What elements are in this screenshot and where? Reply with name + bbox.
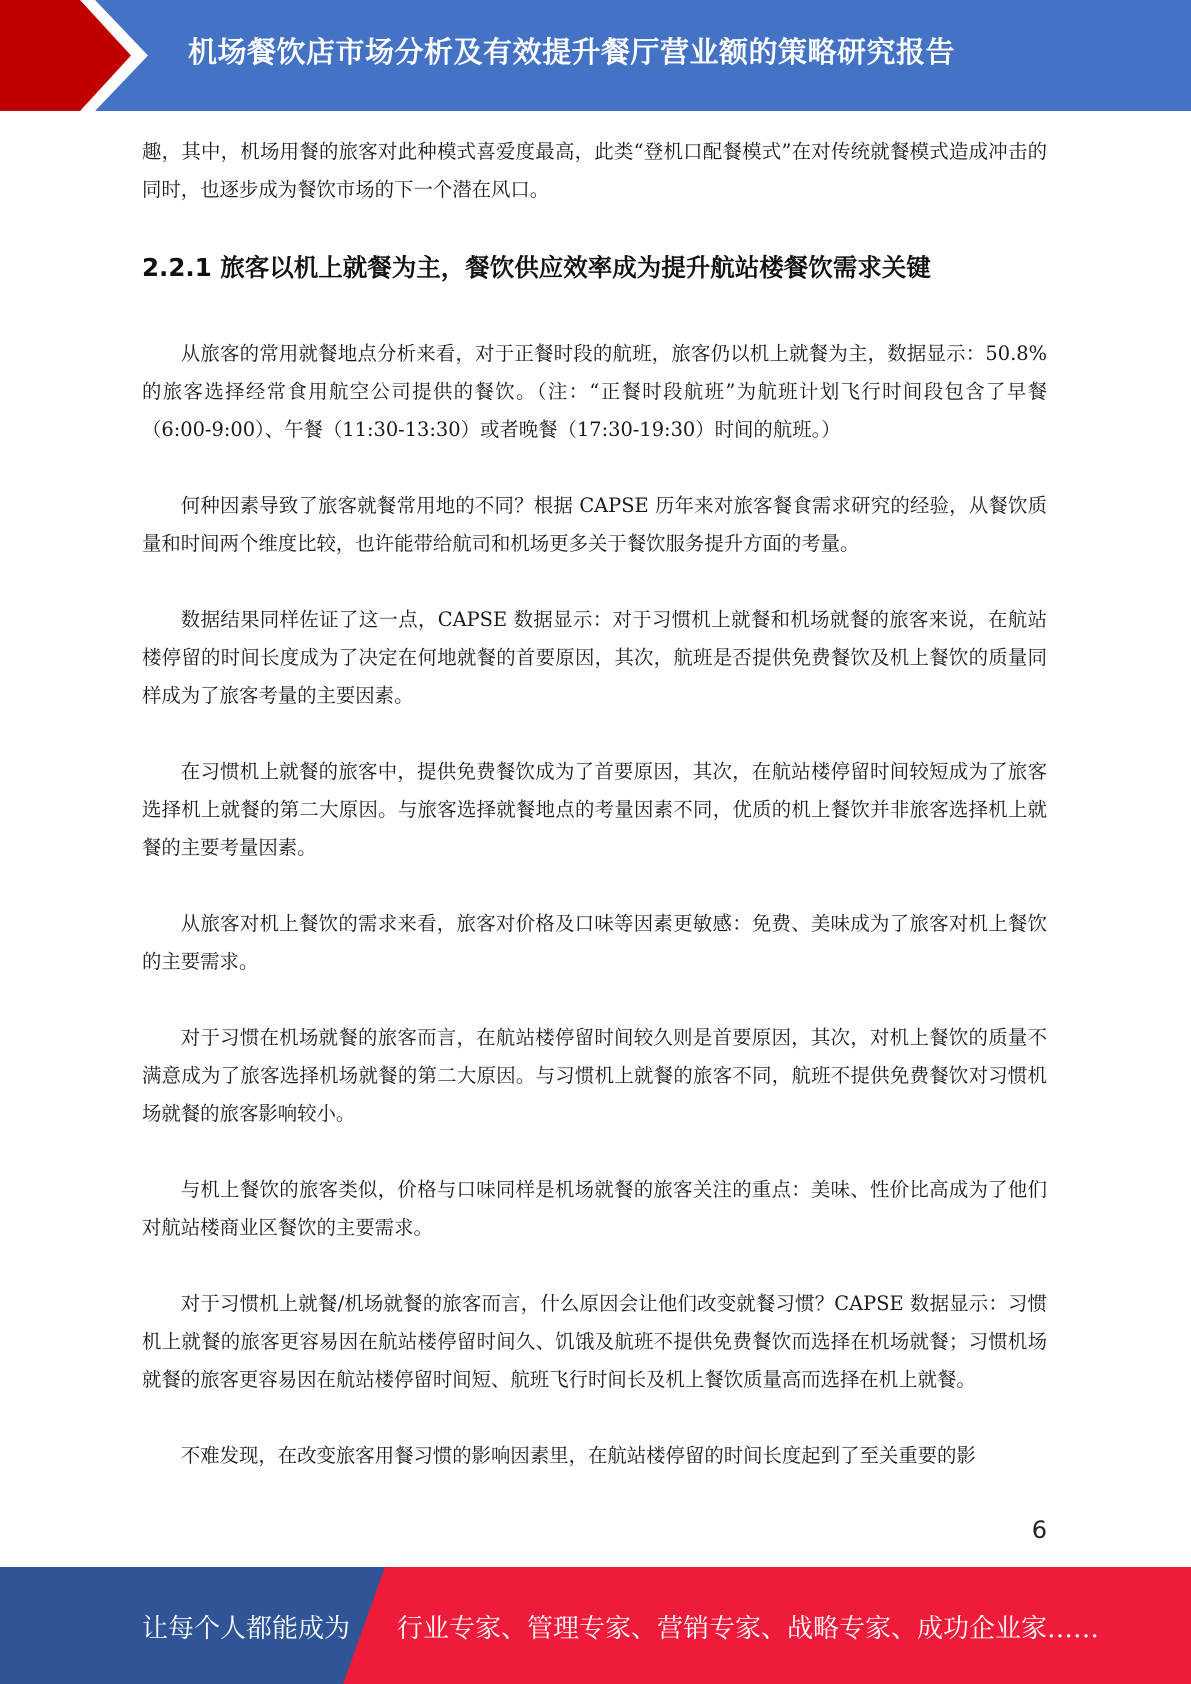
footer-slogan-right: 行业专家、管理专家、营销专家、战略专家、成功企业家…… — [397, 1614, 1100, 1644]
header-arrow-decoration — [0, 0, 160, 111]
footer-slogan-left: 让每个人都能成为 — [142, 1614, 351, 1644]
intro-paragraph: 趣，其中，机场用餐的旅客对此种模式喜爱度最高，此类“登机口配餐模式”在对传统就餐模式造成冲击的同时，也逐步成为餐饮市场的下一个潜在风口。 — [142, 140, 1047, 201]
body-paragraph: 与机上餐饮的旅客类似，价格与口味同样是机场就餐的旅客关注的重点：美味、性价比高成为了他们对航站楼商业区餐饮的主要需求。 — [142, 1178, 1047, 1239]
body-paragraph: 对于习惯在机场就餐的旅客而言，在航站楼停留时间较久则是首要原因，其次，对机上餐饮的质量不满意成为了旅客选择机场就餐的第二大原因。与习惯机上就餐的旅客不同，航班不提供免费餐饮对习惯机场就餐的旅客影响较小。 — [142, 1026, 1047, 1125]
page-header — [0, 0, 1191, 111]
body-paragraph: 对于习惯机上就餐/机场就餐的旅客而言，什么原因会让他们改变就餐习惯？CAPSE 数据显示：习惯机上就餐的旅客更容易因在航站楼停留时间久、饥饿及航班不提供免费餐饮而选择在机场就餐；习惯机场就餐的旅客更容易因在航站楼停留时间短、航班飞行时间长及机上餐饮质量高而选择在机上就餐。 — [142, 1292, 1047, 1391]
body-paragraph: 不难发现，在改变旅客用餐习惯的影响因素里，在航站楼停留的时间长度起到了至关重要的影 — [180, 1444, 976, 1467]
body-paragraph: 数据结果同样佐证了这一点，CAPSE 数据显示：对于习惯机上就餐和机场就餐的旅客来说，在航站楼停留的时间长度成为了决定在何地就餐的首要原因，其次，航班是否提供免费餐饮及机上餐饮的质量同样成为了旅客考量的主要因素。 — [142, 608, 1047, 707]
body-paragraph: 从旅客对机上餐饮的需求来看，旅客对价格及口味等因素更敏感：免费、美味成为了旅客对机上餐饮的主要需求。 — [142, 912, 1047, 973]
section-heading: 2.2.1 旅客以机上就餐为主，餐饮供应效率成为提升航站楼餐饮需求关键 — [142, 253, 931, 282]
page-number: 6 — [1031, 1516, 1047, 1544]
document-title: 机场餐饮店市场分析及有效提升餐厅营业额的策略研究报告 — [188, 35, 956, 69]
body-paragraph: 在习惯机上就餐的旅客中，提供免费餐饮成为了首要原因，其次，在航站楼停留时间较短成为了旅客选择机上就餐的第二大原因。与旅客选择就餐地点的考量因素不同，优质的机上餐饮并非旅客选择机上就餐的主要考量因素。 — [142, 760, 1047, 859]
page-footer — [0, 1567, 1191, 1684]
body-paragraph: 何种因素导致了旅客就餐常用地的不同？根据 CAPSE 历年来对旅客餐食需求研究的经验，从餐饮质量和时间两个维度比较，也许能带给航司和机场更多关于餐饮服务提升方面的考量。 — [142, 494, 1047, 555]
body-paragraph: 从旅客的常用就餐地点分析来看，对于正餐时段的航班，旅客仍以机上就餐为主，数据显示：50.8%的旅客选择经常食用航空公司提供的餐饮。（注：“正餐时段航班”为航班计划飞行时间段包含了早餐（6:00-9:00）、午餐（11:30-13:30）或者晚餐（17:30-19:30）时间的航班。） — [142, 342, 1047, 441]
document-body — [142, 133, 1047, 1475]
